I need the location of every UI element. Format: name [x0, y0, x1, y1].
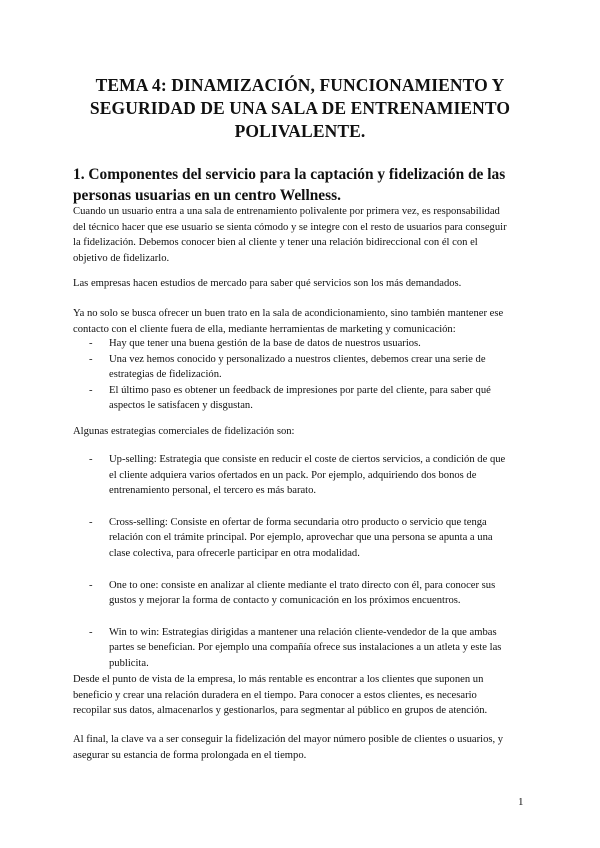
marketing-bullet-list [73, 336, 533, 414]
text-line: Desde el punto de vista de la empresa, lo más rentable es encontrar a los clientes que suponen un [73, 674, 484, 685]
paragraph-final [73, 732, 533, 763]
text-line: publicita. [109, 657, 149, 669]
text-line: Cross-selling: Consiste en ofertar de forma secundaria otro producto o servicio que tenga [109, 516, 487, 528]
text-line: el cliente adquiera varios ofertados en un pack. Por ejemplo, adquiriendo dos bonos de [109, 469, 477, 481]
text-line: estrategias de fidelización. [109, 369, 222, 381]
text-line: objetivo de fidelizarlo. [73, 252, 170, 264]
title-line: TEMA 4: DINAMIZACIÓN, FUNCIONAMIENTO Y [95, 75, 505, 95]
text-line: Cuando un usuario entra a una sala de entrenamiento polivalente por primera vez, es responsabilidad [73, 206, 500, 217]
paragraph-strategies-intro [73, 424, 533, 440]
text-line: asegurar su estancia de forma prolongada en el tiempo. [73, 749, 307, 761]
bullet-dash: - [89, 338, 93, 349]
list-item [73, 383, 533, 414]
list-item [73, 515, 533, 562]
bullet-dash: - [89, 516, 93, 528]
text-line: recopilar sus datos, almacenarlos y gestionarlos, para segmentar al público en grupos de atención. [73, 705, 488, 717]
text-line: del técnico hacer que ese usuario se sienta cómodo y se integre con el resto de usuarios para conseguir [73, 221, 507, 233]
paragraph-company [73, 672, 533, 719]
list-item [73, 625, 533, 672]
paragraph-market [73, 276, 533, 292]
text-line: Las empresas hacen estudios de mercado para saber qué servicios son los más demandados. [73, 278, 462, 289]
text-line: partes se benefician. Por ejemplo una compañía ofrece sus instalaciones a un atleta y este las [109, 642, 502, 654]
text-line: la fidelización. Debemos conocer bien al cliente y tener una relación bidireccional con él con el [73, 237, 478, 249]
text-line: Win to win: Estrategias dirigidas a mantener una relación cliente-vendedor de la que ambas [109, 626, 497, 638]
text-line: Al final, la clave va a ser conseguir la fidelización del mayor número posible de clientes o usuarios, y [73, 734, 504, 745]
title-line: POLIVALENTE. [234, 121, 366, 141]
text-line: gustos y mejorar la forma de contacto y comunicación en los próximos encuentros. [109, 595, 461, 607]
text-line: entrenamiento personal, el tercero es más barato. [109, 485, 317, 497]
strategies-bullet-list [73, 452, 533, 672]
text-line: clase colectiva, para ofrecerle participar en otra modalidad. [109, 547, 360, 559]
text-line: contacto con el cliente fuera de ella, mediante herramientas de marketing y comunicación: [73, 323, 456, 335]
bullet-dash: - [89, 579, 93, 591]
text-line: beneficio y crear una relación duradera en el tiempo. Para conocer a estos clientes, es necesario [73, 689, 477, 701]
list-item [73, 452, 533, 499]
list-item [73, 578, 533, 609]
list-item [73, 352, 533, 383]
document-title [70, 74, 530, 143]
text-line: Una vez hemos conocido y personalizado a nuestros clientes, debemos crear una serie de [109, 353, 486, 365]
paragraph-intro [73, 204, 533, 266]
text-line: Up-selling: Estrategia que consiste en reducir el coste de ciertos servicios, a condición de que [109, 454, 506, 465]
text-line: One to one: consiste en analizar al cliente mediante el trato directo con él, para conocer sus [109, 579, 496, 591]
heading-line: 1. Componentes del servicio para la captación y fidelización de las [73, 166, 506, 183]
bullet-dash: - [89, 384, 93, 396]
section-heading [73, 164, 543, 206]
bullet-dash: - [89, 353, 93, 365]
text-line: Ya no solo se busca ofrecer un buen trato en la sala de acondicionamiento, sino también mantener ese [73, 308, 504, 319]
bullet-dash: - [89, 454, 93, 465]
paragraph-treatment [73, 306, 533, 337]
page-number: 1 [518, 796, 524, 808]
title-line: SEGURIDAD DE UNA SALA DE ENTRENAMIENTO [89, 98, 511, 118]
bullet-dash: - [89, 626, 93, 638]
list-item [73, 336, 533, 352]
text-line: El último paso es obtener un feedback de impresiones por parte del cliente, para saber qué [109, 384, 491, 396]
text-line: Algunas estrategias comerciales de fidelización son: [73, 426, 295, 437]
text-line: relación con el trámite principal. Por ejemplo, aprovechar que una persona se apunta a una [109, 532, 493, 544]
text-line: Hay que tener una buena gestión de la base de datos de nuestros usuarios. [109, 338, 421, 349]
text-line: aspectos le satisfacen y disgustan. [109, 400, 253, 412]
heading-line: personas usuarias en un centro Wellness. [73, 187, 341, 204]
